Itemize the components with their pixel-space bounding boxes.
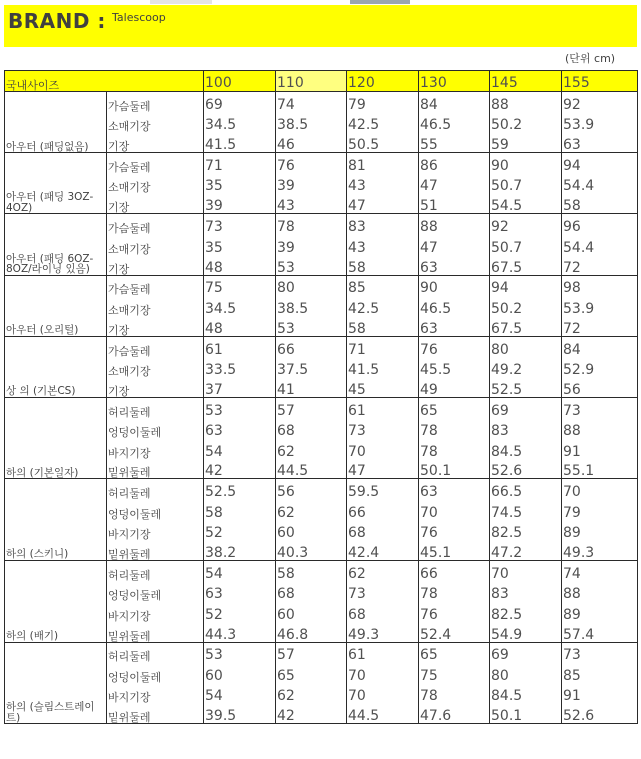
value-cell: 52.6 bbox=[490, 459, 562, 479]
table-row bbox=[5, 397, 638, 417]
value-cell: 92 bbox=[490, 214, 562, 234]
value-cell: 38.2 bbox=[204, 540, 276, 560]
value-cell: 53 bbox=[276, 255, 347, 275]
value-cell: 43 bbox=[347, 234, 419, 254]
measure-label: 소매기장 bbox=[107, 295, 204, 315]
value-cell: 76 bbox=[419, 520, 490, 540]
value-cell: 57 bbox=[276, 397, 347, 417]
value-cell: 35 bbox=[204, 234, 276, 254]
category-cell: 아우터 (패딩 3OZ-4OZ) bbox=[5, 153, 107, 214]
value-cell: 89 bbox=[562, 520, 638, 540]
value-cell: 44.5 bbox=[347, 703, 419, 723]
value-cell: 54 bbox=[204, 438, 276, 458]
value-cell: 49 bbox=[419, 377, 490, 397]
measure-label: 소매기장 bbox=[107, 357, 204, 377]
value-cell: 80 bbox=[276, 275, 347, 295]
measure-label: 엉덩이둘레 bbox=[107, 418, 204, 438]
table-row bbox=[5, 153, 638, 173]
value-cell: 38.5 bbox=[276, 112, 347, 132]
value-cell: 61 bbox=[204, 336, 276, 356]
value-cell: 52.5 bbox=[490, 377, 562, 397]
value-cell: 39 bbox=[204, 193, 276, 213]
value-cell: 46.8 bbox=[276, 622, 347, 642]
value-cell: 60 bbox=[276, 601, 347, 621]
measure-label: 엉덩이둘레 bbox=[107, 581, 204, 601]
value-cell: 47 bbox=[347, 193, 419, 213]
value-cell: 39 bbox=[276, 173, 347, 193]
value-cell: 39 bbox=[276, 234, 347, 254]
value-cell: 63 bbox=[419, 255, 490, 275]
measure-label: 기장 bbox=[107, 193, 204, 213]
value-cell: 71 bbox=[204, 153, 276, 173]
value-cell: 66 bbox=[347, 499, 419, 519]
measure-label: 바지기장 bbox=[107, 438, 204, 458]
value-cell: 63 bbox=[562, 132, 638, 152]
value-cell: 68 bbox=[276, 581, 347, 601]
value-cell: 94 bbox=[562, 153, 638, 173]
value-cell: 63 bbox=[204, 581, 276, 601]
category-cell: 아우터 (오리털) bbox=[5, 275, 107, 336]
value-cell: 54 bbox=[204, 560, 276, 580]
measure-label: 소매기장 bbox=[107, 173, 204, 193]
measure-label: 기장 bbox=[107, 377, 204, 397]
value-cell: 76 bbox=[419, 601, 490, 621]
value-cell: 42 bbox=[204, 459, 276, 479]
value-cell: 69 bbox=[490, 397, 562, 417]
value-cell: 42 bbox=[276, 703, 347, 723]
value-cell: 56 bbox=[276, 479, 347, 499]
measure-label: 가슴둘레 bbox=[107, 153, 204, 173]
measure-label: 허리둘레 bbox=[107, 397, 204, 417]
measure-label: 엉덩이둘레 bbox=[107, 662, 204, 682]
value-cell: 42.5 bbox=[347, 295, 419, 315]
category-cell: 하의 (배기) bbox=[5, 560, 107, 642]
value-cell: 43 bbox=[276, 193, 347, 213]
value-cell: 58 bbox=[204, 499, 276, 519]
brand-banner bbox=[4, 5, 637, 47]
value-cell: 70 bbox=[562, 479, 638, 499]
size-table bbox=[4, 70, 638, 724]
value-cell: 66 bbox=[276, 336, 347, 356]
header-size-155: 155 bbox=[562, 71, 638, 92]
value-cell: 45.5 bbox=[419, 357, 490, 377]
value-cell: 58 bbox=[347, 316, 419, 336]
category-cell: 하의 (슬림스트레이트) bbox=[5, 642, 107, 724]
value-cell: 75 bbox=[419, 662, 490, 682]
value-cell: 76 bbox=[419, 336, 490, 356]
value-cell: 91 bbox=[562, 438, 638, 458]
value-cell: 68 bbox=[347, 601, 419, 621]
value-cell: 69 bbox=[490, 642, 562, 662]
value-cell: 90 bbox=[490, 153, 562, 173]
value-cell: 78 bbox=[419, 683, 490, 703]
value-cell: 65 bbox=[419, 642, 490, 662]
value-cell: 62 bbox=[276, 683, 347, 703]
measure-label: 허리둘레 bbox=[107, 560, 204, 580]
value-cell: 41.5 bbox=[347, 357, 419, 377]
header-size-145: 145 bbox=[490, 71, 562, 92]
category-cell: 하의 (스키니) bbox=[5, 479, 107, 561]
top-strip-segment bbox=[150, 0, 212, 4]
value-cell: 73 bbox=[562, 397, 638, 417]
value-cell: 52.4 bbox=[419, 622, 490, 642]
header-row bbox=[5, 71, 638, 92]
value-cell: 67.5 bbox=[490, 255, 562, 275]
value-cell: 66 bbox=[419, 560, 490, 580]
value-cell: 62 bbox=[276, 438, 347, 458]
value-cell: 71 bbox=[347, 336, 419, 356]
value-cell: 85 bbox=[562, 662, 638, 682]
value-cell: 46.5 bbox=[419, 295, 490, 315]
measure-label: 밑위둘레 bbox=[107, 540, 204, 560]
value-cell: 54.5 bbox=[490, 193, 562, 213]
value-cell: 53.9 bbox=[562, 295, 638, 315]
measure-label: 가슴둘레 bbox=[107, 275, 204, 295]
value-cell: 60 bbox=[276, 520, 347, 540]
value-cell: 57.4 bbox=[562, 622, 638, 642]
header-size-120: 120 bbox=[347, 71, 419, 92]
measure-label: 밑위둘레 bbox=[107, 622, 204, 642]
value-cell: 59 bbox=[490, 132, 562, 152]
value-cell: 83 bbox=[490, 418, 562, 438]
value-cell: 96 bbox=[562, 214, 638, 234]
value-cell: 94 bbox=[490, 275, 562, 295]
value-cell: 33.5 bbox=[204, 357, 276, 377]
value-cell: 52 bbox=[204, 520, 276, 540]
value-cell: 67.5 bbox=[490, 316, 562, 336]
value-cell: 47 bbox=[419, 173, 490, 193]
top-strip bbox=[0, 0, 641, 4]
measure-label: 바지기장 bbox=[107, 601, 204, 621]
value-cell: 74 bbox=[562, 560, 638, 580]
value-cell: 82.5 bbox=[490, 520, 562, 540]
measure-label: 가슴둘레 bbox=[107, 336, 204, 356]
value-cell: 44.3 bbox=[204, 622, 276, 642]
value-cell: 76 bbox=[276, 153, 347, 173]
value-cell: 65 bbox=[276, 662, 347, 682]
value-cell: 46.5 bbox=[419, 112, 490, 132]
value-cell: 51 bbox=[419, 193, 490, 213]
value-cell: 52.5 bbox=[204, 479, 276, 499]
table-row bbox=[5, 479, 638, 499]
value-cell: 78 bbox=[419, 418, 490, 438]
table-row bbox=[5, 642, 638, 662]
value-cell: 98 bbox=[562, 275, 638, 295]
value-cell: 86 bbox=[419, 153, 490, 173]
value-cell: 54.9 bbox=[490, 622, 562, 642]
value-cell: 53 bbox=[204, 642, 276, 662]
value-cell: 59.5 bbox=[347, 479, 419, 499]
value-cell: 84 bbox=[419, 92, 490, 112]
value-cell: 79 bbox=[347, 92, 419, 112]
value-cell: 74 bbox=[276, 92, 347, 112]
value-cell: 89 bbox=[562, 601, 638, 621]
value-cell: 91 bbox=[562, 683, 638, 703]
value-cell: 84 bbox=[562, 336, 638, 356]
table-row bbox=[5, 560, 638, 580]
value-cell: 68 bbox=[347, 520, 419, 540]
category-cell: 상 의 (기본CS) bbox=[5, 336, 107, 397]
value-cell: 45.1 bbox=[419, 540, 490, 560]
value-cell: 69 bbox=[204, 92, 276, 112]
value-cell: 68 bbox=[276, 418, 347, 438]
table-row bbox=[5, 214, 638, 234]
value-cell: 70 bbox=[490, 560, 562, 580]
value-cell: 80 bbox=[490, 662, 562, 682]
value-cell: 70 bbox=[419, 499, 490, 519]
value-cell: 35 bbox=[204, 173, 276, 193]
value-cell: 53.9 bbox=[562, 112, 638, 132]
value-cell: 58 bbox=[276, 560, 347, 580]
category-cell: 하의 (기본일자) bbox=[5, 397, 107, 479]
unit-label: (단위 cm) bbox=[565, 52, 616, 65]
value-cell: 78 bbox=[419, 581, 490, 601]
value-cell: 52.6 bbox=[562, 703, 638, 723]
value-cell: 56 bbox=[562, 377, 638, 397]
value-cell: 45 bbox=[347, 377, 419, 397]
value-cell: 53 bbox=[276, 316, 347, 336]
value-cell: 54.4 bbox=[562, 173, 638, 193]
measure-label: 허리둘레 bbox=[107, 479, 204, 499]
value-cell: 55.1 bbox=[562, 459, 638, 479]
measure-label: 기장 bbox=[107, 316, 204, 336]
value-cell: 63 bbox=[419, 479, 490, 499]
value-cell: 49.3 bbox=[562, 540, 638, 560]
value-cell: 37.5 bbox=[276, 357, 347, 377]
value-cell: 41 bbox=[276, 377, 347, 397]
value-cell: 50.2 bbox=[490, 295, 562, 315]
value-cell: 50.1 bbox=[419, 459, 490, 479]
value-cell: 47.6 bbox=[419, 703, 490, 723]
value-cell: 66.5 bbox=[490, 479, 562, 499]
value-cell: 48 bbox=[204, 255, 276, 275]
measure-label: 기장 bbox=[107, 132, 204, 152]
value-cell: 81 bbox=[347, 153, 419, 173]
measure-label: 기장 bbox=[107, 255, 204, 275]
value-cell: 50.7 bbox=[490, 173, 562, 193]
header-domestic-size-label: 국내사이즈 bbox=[5, 71, 107, 92]
value-cell: 88 bbox=[490, 92, 562, 112]
value-cell: 48 bbox=[204, 316, 276, 336]
value-cell: 42.5 bbox=[347, 112, 419, 132]
value-cell: 82.5 bbox=[490, 601, 562, 621]
value-cell: 88 bbox=[562, 418, 638, 438]
category-cell: 아우터 (패딩 6OZ-8OZ/라이닝 있음) bbox=[5, 214, 107, 275]
measure-label: 바지기장 bbox=[107, 683, 204, 703]
brand-title: BRAND : bbox=[8, 9, 106, 33]
measure-label: 허리둘레 bbox=[107, 642, 204, 662]
value-cell: 34.5 bbox=[204, 112, 276, 132]
value-cell: 40.3 bbox=[276, 540, 347, 560]
top-strip-segment-active bbox=[350, 0, 410, 4]
value-cell: 47.2 bbox=[490, 540, 562, 560]
value-cell: 57 bbox=[276, 642, 347, 662]
value-cell: 80 bbox=[490, 336, 562, 356]
value-cell: 54 bbox=[204, 683, 276, 703]
value-cell: 88 bbox=[562, 581, 638, 601]
value-cell: 83 bbox=[490, 581, 562, 601]
value-cell: 65 bbox=[419, 397, 490, 417]
brand-name: Talescoop bbox=[112, 11, 166, 24]
value-cell: 78 bbox=[419, 438, 490, 458]
value-cell: 62 bbox=[347, 560, 419, 580]
value-cell: 75 bbox=[204, 275, 276, 295]
value-cell: 60 bbox=[204, 662, 276, 682]
value-cell: 92 bbox=[562, 92, 638, 112]
value-cell: 53 bbox=[204, 397, 276, 417]
value-cell: 72 bbox=[562, 316, 638, 336]
value-cell: 62 bbox=[276, 499, 347, 519]
category-cell: 아우터 (패딩없음) bbox=[5, 92, 107, 153]
value-cell: 46 bbox=[276, 132, 347, 152]
header-size-130: 130 bbox=[419, 71, 490, 92]
value-cell: 50.7 bbox=[490, 234, 562, 254]
measure-label: 밑위둘레 bbox=[107, 459, 204, 479]
value-cell: 78 bbox=[276, 214, 347, 234]
header-size-100: 100 bbox=[204, 71, 276, 92]
value-cell: 52.9 bbox=[562, 357, 638, 377]
value-cell: 58 bbox=[562, 193, 638, 213]
value-cell: 73 bbox=[204, 214, 276, 234]
value-cell: 72 bbox=[562, 255, 638, 275]
value-cell: 41.5 bbox=[204, 132, 276, 152]
value-cell: 39.5 bbox=[204, 703, 276, 723]
table-row bbox=[5, 92, 638, 112]
value-cell: 85 bbox=[347, 275, 419, 295]
value-cell: 73 bbox=[347, 418, 419, 438]
value-cell: 84.5 bbox=[490, 438, 562, 458]
value-cell: 42.4 bbox=[347, 540, 419, 560]
value-cell: 70 bbox=[347, 683, 419, 703]
table-row bbox=[5, 275, 638, 295]
value-cell: 84.5 bbox=[490, 683, 562, 703]
value-cell: 70 bbox=[347, 662, 419, 682]
value-cell: 61 bbox=[347, 642, 419, 662]
measure-label: 소매기장 bbox=[107, 112, 204, 132]
header-size-110: 110 bbox=[276, 71, 347, 92]
value-cell: 90 bbox=[419, 275, 490, 295]
value-cell: 74.5 bbox=[490, 499, 562, 519]
value-cell: 50.1 bbox=[490, 703, 562, 723]
value-cell: 34.5 bbox=[204, 295, 276, 315]
measure-label: 가슴둘레 bbox=[107, 92, 204, 112]
measure-label: 소매기장 bbox=[107, 234, 204, 254]
value-cell: 50.2 bbox=[490, 112, 562, 132]
value-cell: 73 bbox=[562, 642, 638, 662]
value-cell: 47 bbox=[419, 234, 490, 254]
value-cell: 49.3 bbox=[347, 622, 419, 642]
value-cell: 88 bbox=[419, 214, 490, 234]
value-cell: 49.2 bbox=[490, 357, 562, 377]
measure-label: 엉덩이둘레 bbox=[107, 499, 204, 519]
value-cell: 50.5 bbox=[347, 132, 419, 152]
measure-label: 가슴둘레 bbox=[107, 214, 204, 234]
value-cell: 52 bbox=[204, 601, 276, 621]
value-cell: 37 bbox=[204, 377, 276, 397]
value-cell: 38.5 bbox=[276, 295, 347, 315]
measure-label: 바지기장 bbox=[107, 520, 204, 540]
table-row bbox=[5, 336, 638, 356]
value-cell: 43 bbox=[347, 173, 419, 193]
value-cell: 54.4 bbox=[562, 234, 638, 254]
value-cell: 70 bbox=[347, 438, 419, 458]
value-cell: 83 bbox=[347, 214, 419, 234]
value-cell: 79 bbox=[562, 499, 638, 519]
value-cell: 55 bbox=[419, 132, 490, 152]
value-cell: 58 bbox=[347, 255, 419, 275]
header-spacer bbox=[107, 71, 204, 92]
value-cell: 44.5 bbox=[276, 459, 347, 479]
value-cell: 73 bbox=[347, 581, 419, 601]
value-cell: 47 bbox=[347, 459, 419, 479]
value-cell: 61 bbox=[347, 397, 419, 417]
value-cell: 63 bbox=[419, 316, 490, 336]
value-cell: 63 bbox=[204, 418, 276, 438]
measure-label: 밑위둘레 bbox=[107, 703, 204, 723]
